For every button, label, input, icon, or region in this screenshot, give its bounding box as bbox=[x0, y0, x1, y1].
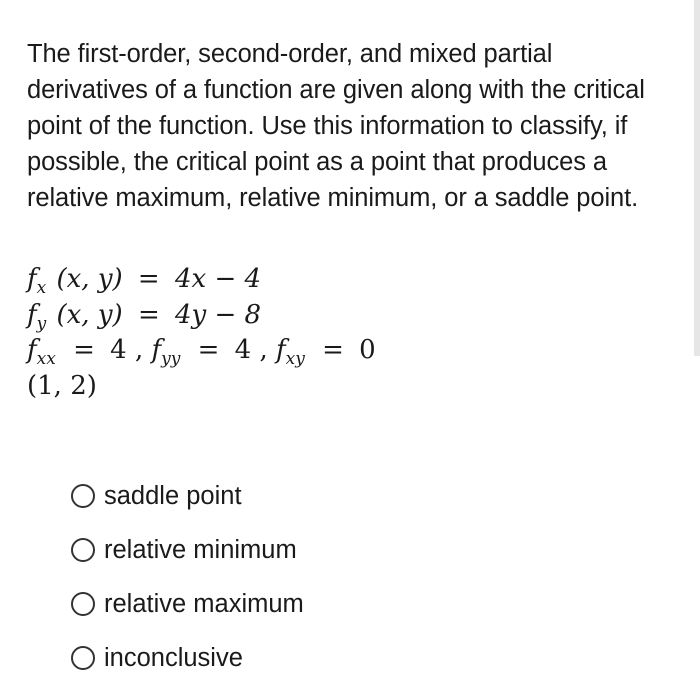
fy-args: (x, y) bbox=[56, 299, 123, 330]
fxx-subscript: xx bbox=[36, 349, 56, 369]
given-derivatives bbox=[27, 262, 376, 404]
fxx-equals: = bbox=[73, 335, 95, 365]
fxx-value: 4 bbox=[110, 335, 127, 365]
fyy-symbol: f bbox=[151, 335, 162, 365]
option-label: relative maximum bbox=[104, 590, 304, 618]
radio-button[interactable] bbox=[71, 592, 95, 616]
fx-rhs: 4x − 4 bbox=[174, 264, 262, 294]
fy-subscript: y bbox=[36, 313, 47, 334]
fxy-symbol: f bbox=[276, 335, 286, 365]
fy-symbol: f bbox=[27, 299, 37, 330]
fx-equation bbox=[27, 262, 376, 298]
fx-subscript: x bbox=[36, 278, 47, 298]
fxy-value: 0 bbox=[359, 335, 376, 365]
fy-equals: = bbox=[137, 299, 160, 330]
fy-rhs: 4y − 8 bbox=[175, 299, 262, 330]
fyy-equals: = bbox=[197, 335, 220, 365]
radio-button[interactable] bbox=[71, 538, 95, 562]
radio-button[interactable] bbox=[71, 646, 95, 670]
fxx-symbol: f bbox=[27, 335, 37, 365]
separator-2: , bbox=[259, 335, 268, 365]
scroll-edge bbox=[694, 0, 700, 356]
option-label: relative minimum bbox=[104, 536, 297, 564]
option-label: inconclusive bbox=[104, 644, 243, 672]
option-saddle-point[interactable] bbox=[71, 469, 304, 523]
radio-button[interactable] bbox=[71, 484, 95, 508]
fx-equals: = bbox=[137, 264, 160, 294]
fyy-value: 4 bbox=[234, 335, 252, 365]
answer-options bbox=[71, 469, 304, 685]
question-text: The first-order, second-order, and mixed partial derivatives of a function are given along with the critical point of the function. Use this information to classify, if possible, the critical point as a point that produces a relative maximum, relative minimum, or a saddle point. bbox=[27, 39, 645, 213]
fx-args: (x, y) bbox=[56, 264, 123, 294]
critical-point: (1, 2) bbox=[27, 370, 97, 401]
separator-1: , bbox=[134, 335, 144, 365]
second-derivatives bbox=[27, 333, 376, 369]
option-inconclusive[interactable] bbox=[71, 631, 304, 685]
fxy-subscript: xy bbox=[285, 349, 305, 369]
option-relative-minimum[interactable] bbox=[71, 523, 304, 577]
option-label: saddle point bbox=[104, 482, 242, 510]
fy-equation bbox=[27, 298, 376, 334]
fyy-subscript: yy bbox=[161, 349, 181, 369]
option-relative-maximum[interactable] bbox=[71, 577, 304, 631]
fxy-equals: = bbox=[322, 335, 344, 365]
fx-symbol: f bbox=[27, 264, 37, 294]
